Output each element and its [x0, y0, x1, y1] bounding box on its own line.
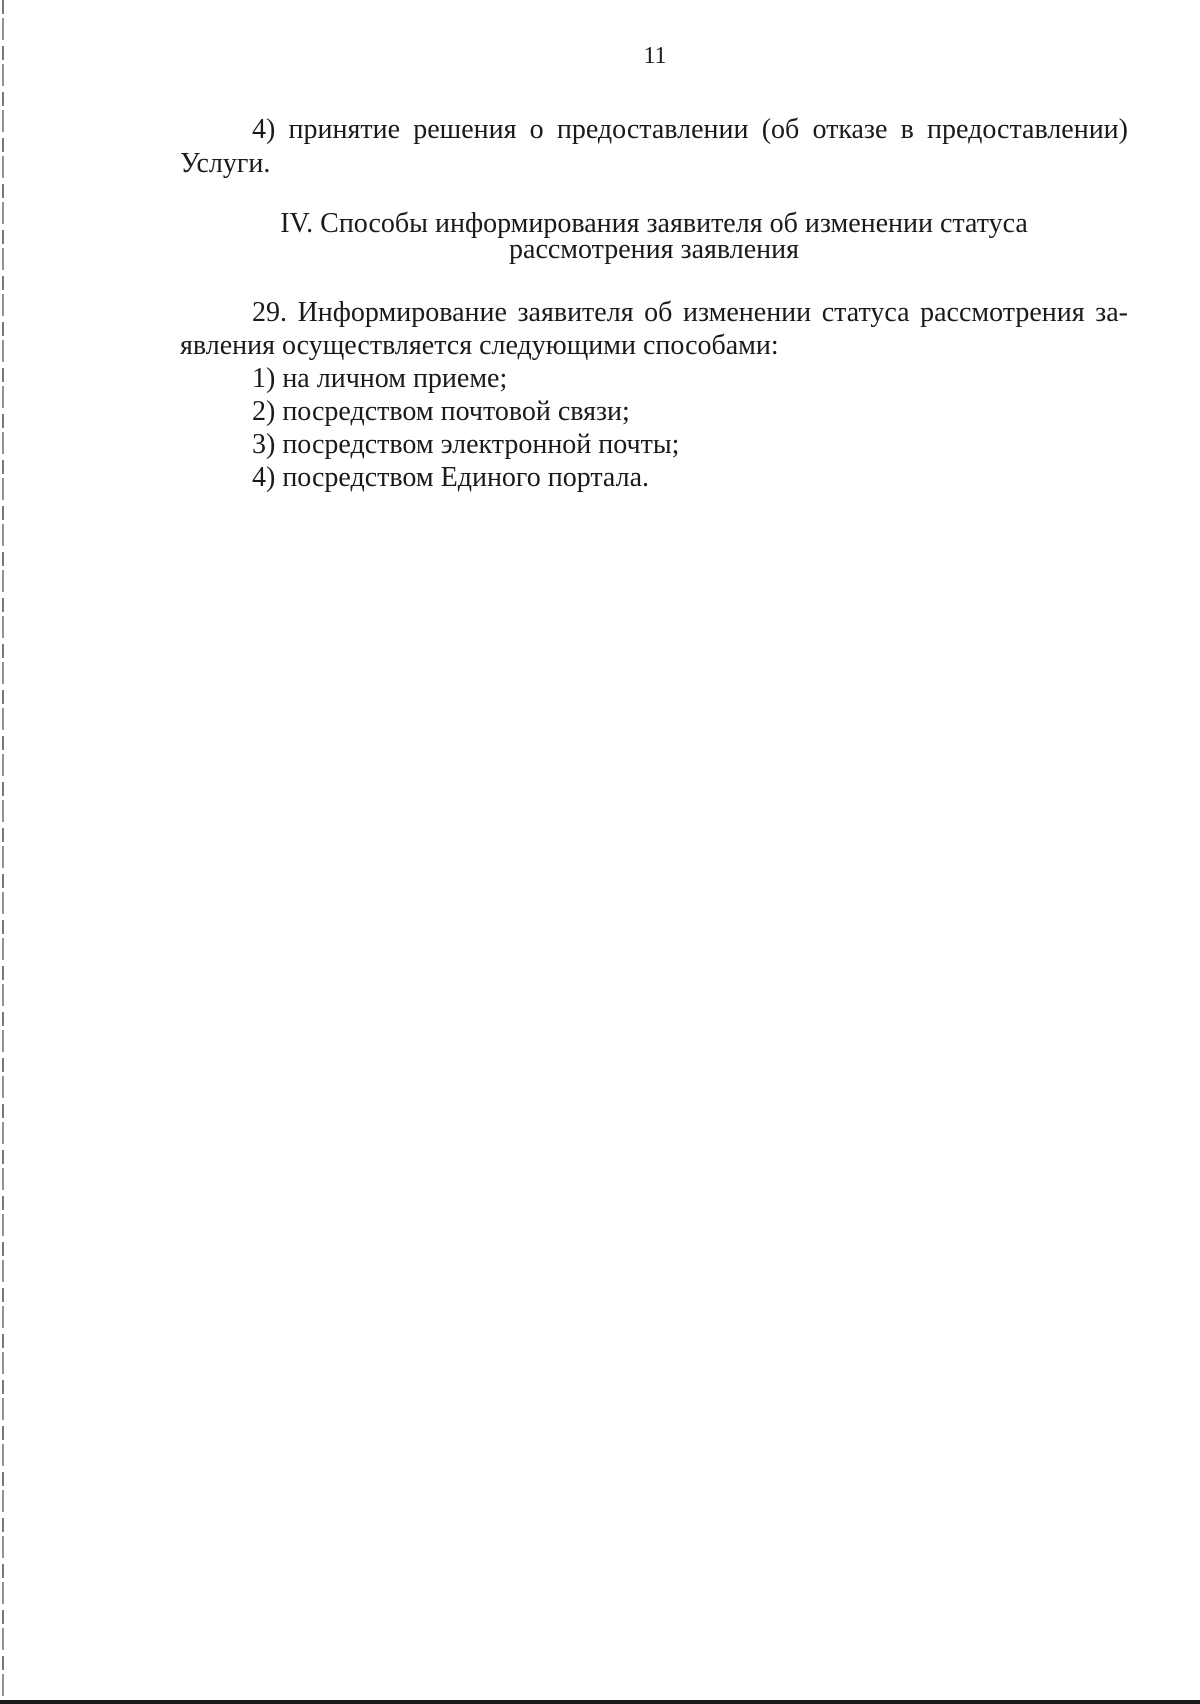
list-item-4-decision-line1: 4) принятие решения о предоставлении (об отказе в предоставлении) [252, 114, 1128, 145]
list-item-4-decision-line2: Услуги. [180, 148, 271, 179]
paragraph-29-line1: 29. Информирование заявителя об изменении статуса рассмотрения за- [252, 297, 1128, 328]
list-item-1: 1) на личном приеме; [252, 363, 508, 394]
list-item-3: 3) посредством электронной почты; [252, 429, 680, 460]
scan-bottom-edge [0, 1700, 1200, 1704]
list-item-2: 2) посредством почтовой связи; [252, 396, 630, 427]
section-heading-line1: IV. Способы информирования заявителя об изменении статуса [280, 208, 1028, 239]
scan-left-edge [2, 0, 4, 1704]
list-item-4: 4) посредством Единого портала. [252, 462, 649, 493]
page-number: 11 [643, 43, 667, 69]
section-heading-line2: рассмотрения заявления [509, 234, 799, 265]
paragraph-29-line2: явления осуществляется следующими способами: [180, 330, 779, 361]
